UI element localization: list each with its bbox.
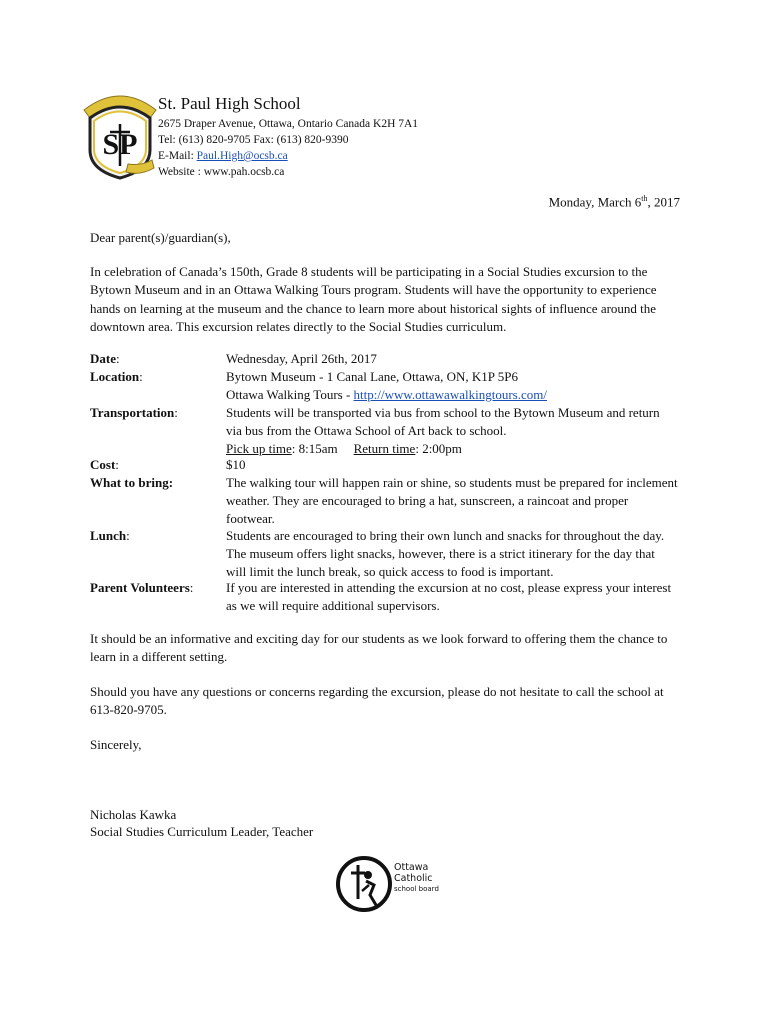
signer-title: Social Studies Curriculum Leader, Teacher — [90, 824, 314, 839]
what-to-bring-label: What to bring: — [90, 475, 174, 490]
location-label: Location: — [90, 369, 143, 384]
transportation-value: Students will be transported via bus from school to the Bytown Museum and return via bus from the Ottawa School of Art back to school. — [226, 405, 660, 438]
school-address: 2675 Draper Avenue, Ottawa, Ontario Canada K2H 7A1 — [158, 118, 419, 130]
times-line: Pick up time: 8:15am Return time: 2:00pm — [226, 441, 462, 456]
crest-letters: SP — [102, 128, 138, 161]
salutation: Dear parent(s)/guardian(s), — [90, 230, 231, 245]
parent-volunteers-label: Parent Volunteers: — [90, 580, 194, 595]
signoff: Sincerely, — [90, 737, 142, 752]
school-name: St. Paul High School — [158, 94, 301, 113]
cost-value: $10 — [226, 457, 246, 472]
parent-volunteers-value: If you are interested in attending the excursion at no cost, please express your interest as we will require additional supervisors. — [226, 580, 672, 613]
date-label: Date: — [90, 351, 120, 366]
location-value: Bytown Museum - 1 Canal Lane, Ottawa, ON, K1P 5P6 — [226, 369, 518, 384]
what-to-bring-value: The walking tour will happen rain or shine, so students must be prepared for inclement weather. They are encouraged to bring a hat, sunscreen, a raincoat and proper footwear. — [226, 475, 678, 526]
signer-name: Nicholas Kawka — [90, 807, 177, 822]
return-label: Return time — [353, 441, 416, 456]
ocsb-logo-text: Ottawa Catholic school board — [394, 862, 439, 893]
lunch-label: Lunch: — [90, 528, 130, 543]
transportation-label: Transportation: — [90, 405, 178, 420]
letter-date: Monday, March 6th, 2017 — [548, 194, 680, 210]
intro-paragraph: In celebration of Canada’s 150th, Grade 8 students will be participating in a Social Studies excursion to the Bytown Museum and in an Ottawa Walking Tours program. Students will have the opportunity to experience hands on learning at the museum and the chance to learn more about historical sights of influence around the downtown area. This excursion relates directly to the Social Studies curriculum. — [90, 264, 657, 334]
closing-paragraph-2: Should you have any questions or concerns regarding the excursion, please do not hesitate to call the school at 613-820-9705. — [90, 684, 664, 718]
lunch-value: Students are encouraged to bring their own lunch and snacks for throughout the day. The museum offers light snacks, however, there is a strict itinerary for the day that will limit the lunch break, so quick access to food is important. — [226, 528, 665, 579]
school-crest-logo — [80, 88, 160, 180]
closing-paragraph-1: It should be an informative and exciting day for our students as we look forward to offering them the chance to learn in a different setting. — [90, 631, 668, 665]
pickup-label: Pick up time — [226, 441, 292, 456]
school-website: Website : www.pah.ocsb.ca — [158, 166, 285, 178]
walking-tours-line: Ottawa Walking Tours - http://www.ottawawalkingtours.com/ — [226, 387, 547, 402]
date-value: Wednesday, April 26th, 2017 — [226, 351, 377, 366]
cost-label: Cost: — [90, 457, 119, 472]
email-label: E-Mail: — [158, 150, 197, 162]
school-phone: Tel: (613) 820-9705 Fax: (613) 820-9390 — [158, 134, 349, 146]
walking-tours-link[interactable]: http://www.ottawawalkingtours.com/ — [353, 387, 547, 402]
email-link[interactable]: Paul.High@ocsb.ca — [196, 150, 288, 162]
school-email-line — [158, 148, 288, 164]
